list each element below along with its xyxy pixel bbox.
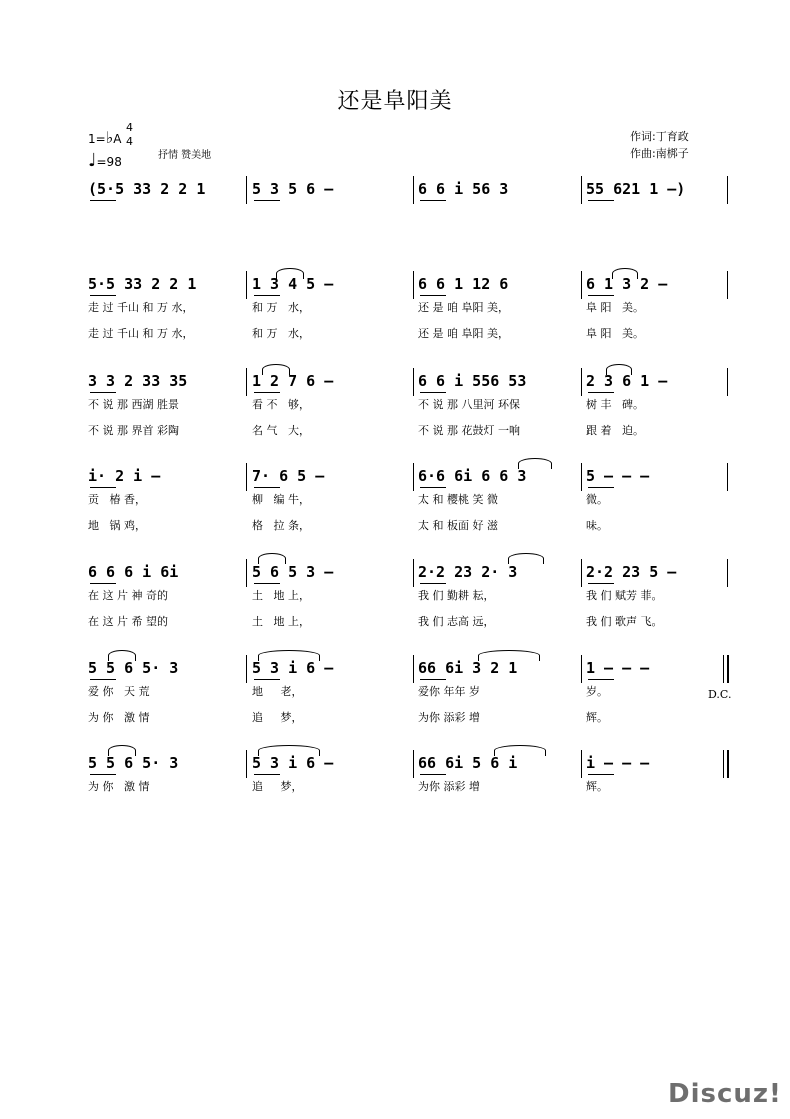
measure-notes: 6 6 1 12 6 [418, 275, 509, 293]
beam-underline [588, 295, 614, 296]
measure-notes: 66 6i 3 2 1 [418, 659, 518, 677]
measure-notes: 5 3 i 6 – [252, 659, 334, 677]
measure-notes: 5 3 i 6 – [252, 754, 334, 772]
beam-underline [90, 774, 116, 775]
beam-underline [420, 774, 446, 775]
measure-notes: 66 6i 5 6 i [418, 754, 518, 772]
beam-underline [90, 487, 116, 488]
barline [581, 463, 582, 491]
beam-underline [420, 200, 446, 201]
tie-slur [108, 745, 136, 756]
measure-notes: 6 1 3 2 – [586, 275, 668, 293]
beam-underline [90, 583, 116, 584]
lyric-line-2: 我 们 歌声 飞。 [586, 615, 663, 628]
lyric-line-2: 辉。 [586, 711, 608, 724]
lyric-line-2: 味。 [586, 519, 608, 532]
measure-notes: 6 6 6 i 6i [88, 563, 179, 581]
barline [413, 463, 414, 491]
lyric-line-1: 树 丰 碑。 [586, 398, 644, 411]
beam-underline [254, 679, 280, 680]
final-barline-thin [723, 750, 724, 778]
beam-underline [420, 679, 446, 680]
barline [413, 368, 414, 396]
lyric-line-2: 追 梦， [252, 711, 303, 724]
measure-notes: 2·2 23 5 – [586, 563, 677, 581]
measure-notes: 6 6 i 556 53 [418, 372, 527, 390]
barline [727, 271, 728, 299]
tie-slur [258, 553, 286, 564]
barline [581, 750, 582, 778]
measure-notes: 5 5 6 5· 3 [88, 754, 179, 772]
measure-notes: 1 – – – [586, 659, 650, 677]
measure-notes: 7· 6 5 – [252, 467, 325, 485]
beam-underline [254, 200, 280, 201]
beam-underline [254, 487, 280, 488]
lyric-line-1: 太 和 樱桃 笑 微 [418, 493, 498, 506]
lyric-line-1: 微。 [586, 493, 608, 506]
barline [246, 368, 247, 396]
beam-underline [588, 774, 614, 775]
barline [246, 559, 247, 587]
lyric-line-2: 还 是 咱 阜阳 美， [418, 327, 509, 340]
barline [413, 559, 414, 587]
tie-slur [108, 650, 136, 661]
lyric-line-1: 为 你 激 情 [88, 780, 150, 793]
lyric-line-2: 不 说 那 花鼓灯 一响 [418, 424, 520, 437]
beam-underline [588, 679, 614, 680]
lyric-line-1: 不 说 那 八里河 环保 [418, 398, 520, 411]
final-barline-thin [723, 655, 724, 683]
barline [246, 463, 247, 491]
beam-underline [420, 295, 446, 296]
lyric-line-2: 格 拉 条， [252, 519, 310, 532]
barline [581, 176, 582, 204]
lyric-line-1: 爱你 年年 岁 [418, 685, 480, 698]
barline [581, 655, 582, 683]
measure-notes: 1 3 4 5 – [252, 275, 334, 293]
barline [246, 750, 247, 778]
beam-underline [90, 200, 116, 201]
tempo-marking [88, 150, 122, 171]
measure-notes: 5 6 5 3 – [252, 563, 334, 581]
measure-notes: 2 3 6 1 – [586, 372, 668, 390]
barline [246, 271, 247, 299]
barline [727, 368, 728, 396]
lyric-line-1: 辉。 [586, 780, 608, 793]
lyric-line-2: 土 地 上， [252, 615, 310, 628]
tempo-value: =98 [96, 155, 122, 169]
measure-notes: i· 2 i – [88, 467, 161, 485]
measure-notes: 5·5 33 2 2 1 [88, 275, 197, 293]
lyric-line-2: 太 和 板面 好 滋 [418, 519, 498, 532]
lyric-line-1: 我 们 勤耕 耘， [418, 589, 495, 602]
measure-notes: 6·6 6i 6 6 3 [418, 467, 527, 485]
measure-notes: 6 6 i 56 3 [418, 180, 509, 198]
lyric-line-2: 和 万 水， [252, 327, 310, 340]
lyric-line-1: 看 不 够， [252, 398, 310, 411]
barline [581, 368, 582, 396]
tie-slur [478, 650, 540, 661]
lyricist: 作词:丁育政 [630, 130, 689, 143]
beam-underline [254, 583, 280, 584]
lyric-line-2: 走 过 千山 和 万 水， [88, 327, 194, 340]
lyric-line-2: 为你 添彩 增 [418, 711, 480, 724]
tie-slur [606, 364, 632, 375]
lyric-line-1: 不 说 那 西湖 胜景 [88, 398, 179, 411]
measure-notes: i – – – [586, 754, 650, 772]
tie-slur [258, 650, 320, 661]
quarter-note-icon: ♩ [88, 150, 97, 171]
key-signature [88, 128, 121, 147]
song-title: 还是阜阳美 [337, 89, 453, 114]
lyric-line-1: 爱 你 天 荒 [88, 685, 150, 698]
barline [581, 559, 582, 587]
lyric-line-2: 阜 阳 美。 [586, 327, 644, 340]
key-prefix: 1= [88, 132, 106, 146]
lyric-line-2: 我 们 志高 远， [418, 615, 495, 628]
key-note: A [113, 132, 122, 146]
time-signature-bottom: 4 [126, 135, 133, 148]
barline [727, 559, 728, 587]
lyric-line-2: 不 说 那 界首 彩陶 [88, 424, 179, 437]
lyric-line-1: 土 地 上， [252, 589, 310, 602]
tie-slur [258, 745, 320, 756]
measure-notes: (5·5 33 2 2 1 [88, 180, 206, 198]
beam-underline [588, 392, 614, 393]
time-signature [126, 121, 133, 149]
watermark: Discuz! [668, 1079, 782, 1109]
measure-notes: 55 621 1 –) [586, 180, 686, 198]
lyric-line-1: 追 梦， [252, 780, 303, 793]
lyric-line-1: 走 过 千山 和 万 水， [88, 301, 194, 314]
beam-underline [90, 392, 116, 393]
barline [581, 271, 582, 299]
dc-mark: D.C. [708, 688, 732, 701]
beam-underline [588, 583, 614, 584]
barline [727, 176, 728, 204]
lyric-line-1: 为你 添彩 增 [418, 780, 480, 793]
lyric-line-1: 和 万 水， [252, 301, 310, 314]
barline [413, 176, 414, 204]
lyric-line-1: 地 老， [252, 685, 303, 698]
beam-underline [254, 392, 280, 393]
measure-notes: 1 2 7 6 – [252, 372, 334, 390]
expression-marking: 抒情 赞美地 [158, 150, 212, 161]
lyric-line-1: 岁。 [586, 685, 608, 698]
beam-underline [254, 774, 280, 775]
tie-slur [508, 553, 544, 564]
tie-slur [612, 268, 638, 279]
tie-slur [262, 364, 290, 375]
lyric-line-2: 名 气 大， [252, 424, 310, 437]
barline [413, 655, 414, 683]
beam-underline [420, 392, 446, 393]
credits [630, 128, 689, 162]
measure-notes: 3 3 2 33 35 [88, 372, 188, 390]
beam-underline [420, 487, 446, 488]
lyric-line-1: 在 这 片 神 奇的 [88, 589, 168, 602]
beam-underline [254, 295, 280, 296]
lyric-line-1: 贡 椿 香， [88, 493, 146, 506]
lyric-line-2: 在 这 片 希 望的 [88, 615, 168, 628]
barline [727, 463, 728, 491]
tie-slur [276, 268, 304, 279]
measure-notes: 5 5 6 5· 3 [88, 659, 179, 677]
barline [246, 176, 247, 204]
time-signature-top: 4 [126, 121, 133, 134]
tie-slur [494, 745, 546, 756]
beam-underline [420, 583, 446, 584]
measure-notes: 5 – – – [586, 467, 650, 485]
final-barline [727, 655, 729, 683]
barline [413, 750, 414, 778]
measure-notes: 2·2 23 2· 3 [418, 563, 518, 581]
beam-underline [588, 487, 614, 488]
final-barline [727, 750, 729, 778]
beam-underline [90, 679, 116, 680]
beam-underline [588, 200, 614, 201]
barline [413, 271, 414, 299]
lyric-line-1: 我 们 赋芳 菲。 [586, 589, 663, 602]
measure-notes: 5 3 5 6 – [252, 180, 334, 198]
lyric-line-1: 还 是 咱 阜阳 美， [418, 301, 509, 314]
lyric-line-1: 柳 编 牛， [252, 493, 310, 506]
lyric-line-2: 地 锅 鸡， [88, 519, 146, 532]
composer: 作曲:南梆子 [630, 147, 689, 160]
lyric-line-1: 阜 阳 美。 [586, 301, 644, 314]
beam-underline [90, 295, 116, 296]
flat-sign: ♭ [105, 128, 114, 147]
lyric-line-2: 跟 着 迫。 [586, 424, 644, 437]
tie-slur [518, 458, 552, 469]
barline [246, 655, 247, 683]
lyric-line-2: 为 你 激 情 [88, 711, 150, 724]
